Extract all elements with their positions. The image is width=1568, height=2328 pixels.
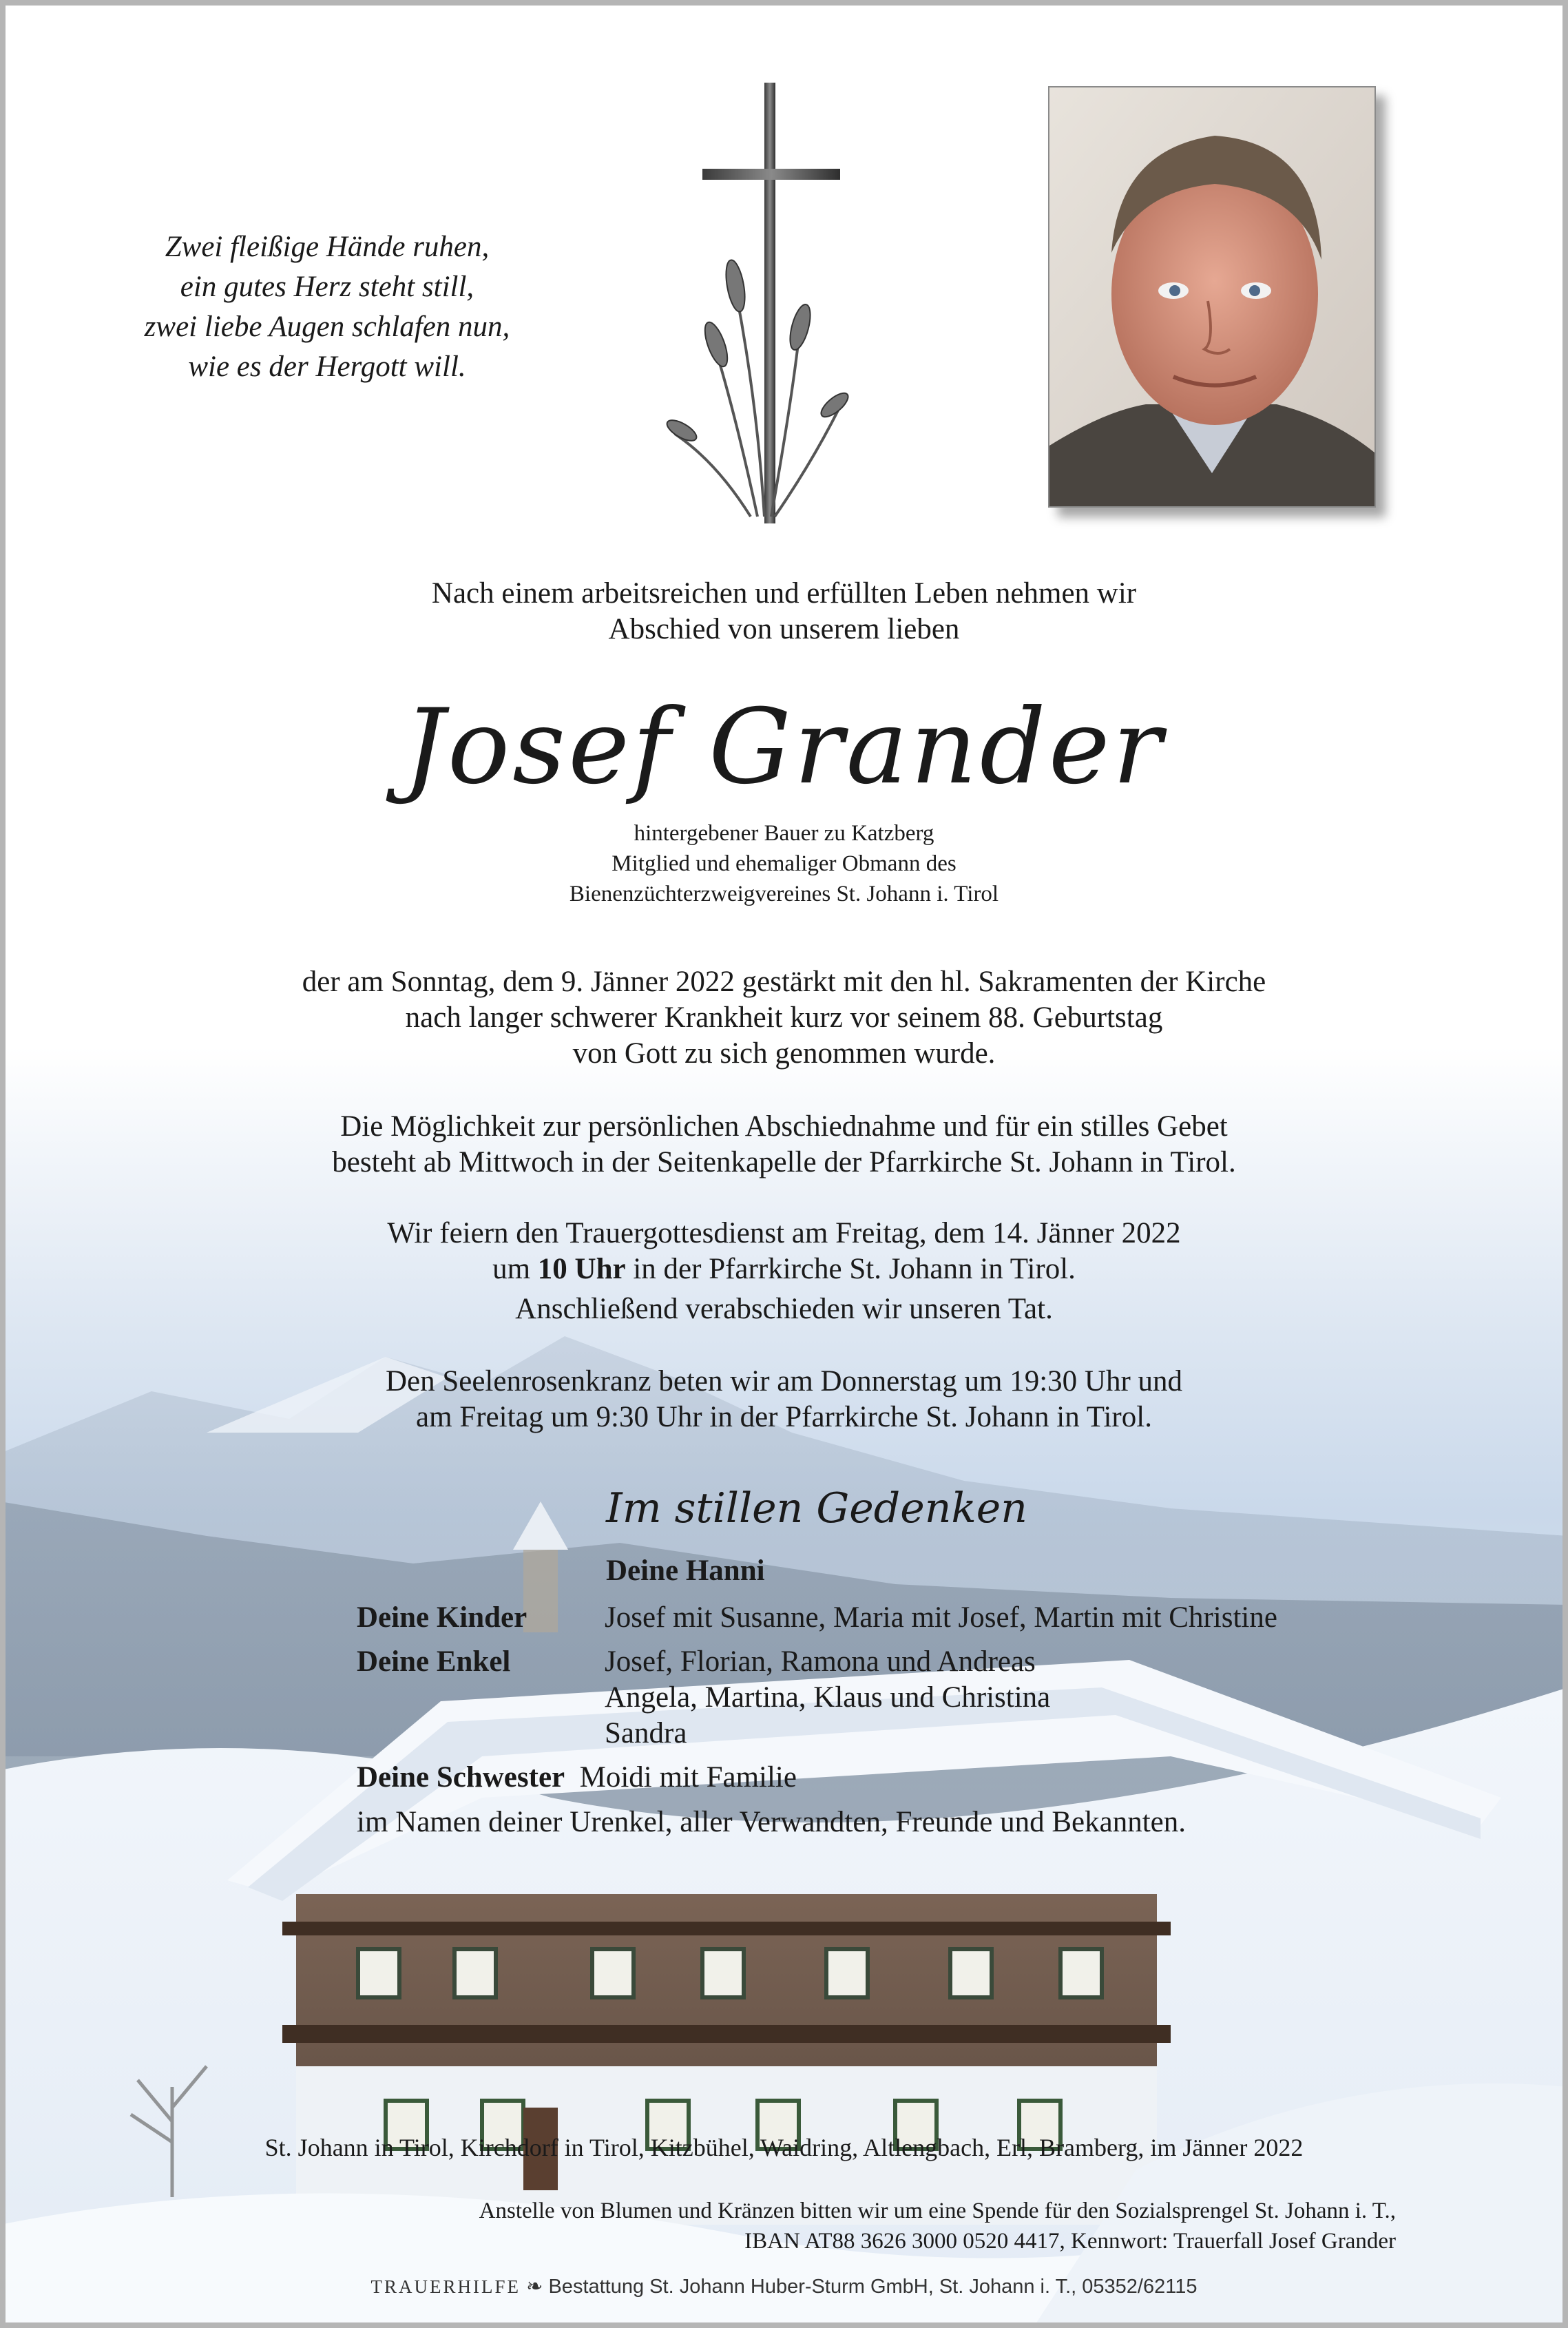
sister-names: Moidi mit Familie: [579, 1761, 797, 1794]
mass-line-post: in der Pfarrkirche St. Johann in Tirol.: [625, 1253, 1076, 1285]
grandchildren-line: Angela, Martina, Klaus und Christina: [605, 1681, 1051, 1714]
deceased-name: Josef Grander: [403, 687, 1165, 807]
rosary-line: Den Seelenrosenkranz beten wir am Donnerstag um 19:30 Uhr und: [385, 1365, 1183, 1397]
place-date: St. Johann in Tirol, Kirchdorf in Tirol, Kitzbühel, Waidring, Altlengbach, Erl, Bramberg, im Jänner 2022: [264, 2134, 1304, 2161]
donation-line: Anstelle von Blumen und Kränzen bitten wir um eine Spende für den Sozialsprengel St. Johann i. T.,: [479, 2199, 1396, 2223]
closing-line: im Namen deiner Urenkel, aller Verwandten, Freunde und Bekannten.: [357, 1806, 1186, 1838]
poem-line: wie es der Hergott will.: [188, 351, 466, 383]
subtitle-line: Bienenzüchterzweigvereines St. Johann i. Tirol: [569, 882, 999, 906]
mass-time: 10 Uhr: [537, 1253, 626, 1285]
deceased-subtitle: [0, 818, 1568, 909]
grandchildren-line: Sandra: [605, 1717, 687, 1749]
funeral-home-footer: [0, 2273, 1568, 2300]
footer-brand: TRAUERHILFE: [370, 2276, 521, 2297]
grandchildren-line: Josef, Florian, Ramona und Andreas: [605, 1645, 1036, 1678]
footer-company: Bestattung St. Johann Huber-Sturm GmbH, St. Johann i. T., 05352/62115: [548, 2276, 1198, 2298]
rosary-line: am Freitag um 9:30 Uhr in der Pfarrkirche St. Johann in Tirol.: [416, 1401, 1152, 1433]
poem-line: Zwei fleißige Hände ruhen,: [165, 231, 490, 263]
mass-line-pre: um: [492, 1253, 538, 1285]
portrait-photo: [1048, 86, 1376, 508]
funeral-mass-notice: [0, 1216, 1568, 1327]
death-notice: [0, 964, 1568, 1072]
intro-line: Nach einem arbeitsreichen und erfüllten Leben nehmen wir: [431, 577, 1137, 610]
sister-row: [357, 1760, 797, 1796]
death-line: von Gott zu sich genommen wurde.: [572, 1037, 996, 1070]
poem: [103, 227, 551, 387]
donation-notice: [479, 2196, 1396, 2256]
death-line: nach langer schwerer Krankheit kurz vor seinem 88. Geburtstag: [405, 1001, 1163, 1034]
leaf-icon: ❧: [526, 2276, 543, 2298]
donation-line: IBAN AT88 3626 3000 0520 4417, Kennwort: Trauerfall Josef Grander: [744, 2229, 1396, 2254]
intro-text: [0, 576, 1568, 647]
poem-line: zwei liebe Augen schlafen nun,: [144, 311, 510, 343]
sister-label: Deine Schwester: [357, 1761, 565, 1794]
death-line: der am Sonntag, dem 9. Jänner 2022 gestärkt mit den hl. Sakramenten der Kirche: [302, 966, 1266, 998]
memory-heading: Im stillen Gedenken: [606, 1484, 1027, 1532]
viewing-line: besteht ab Mittwoch in der Seitenkapelle der Pfarrkirche St. Johann in Tirol.: [332, 1146, 1236, 1178]
mass-line: [0, 1251, 1568, 1287]
grandchildren-names: [605, 1644, 1050, 1752]
children-names: Josef mit Susanne, Maria mit Josef, Martin mit Christine: [605, 1601, 1277, 1634]
mass-line: Wir feiern den Trauergottesdienst am Freitag, dem 14. Jänner 2022: [387, 1217, 1181, 1249]
grandchildren-label: Deine Enkel: [357, 1645, 511, 1678]
mass-line: Anschließend verabschieden wir unseren Tat.: [515, 1293, 1053, 1325]
cross-with-wheat-icon: [654, 76, 854, 530]
subtitle-line: Mitglied und ehemaliger Obmann des: [611, 851, 957, 876]
viewing-notice: [0, 1109, 1568, 1181]
viewing-line: Die Möglichkeit zur persönlichen Abschiednahme und für ein stilles Gebet: [340, 1110, 1228, 1143]
subtitle-line: hintergebener Bauer zu Katzberg: [634, 821, 934, 846]
rosary-notice: [0, 1364, 1568, 1435]
poem-line: ein gutes Herz steht still,: [180, 271, 474, 303]
spouse-name: Deine Hanni: [606, 1555, 765, 1587]
children-label: Deine Kinder: [357, 1601, 527, 1634]
intro-line: Abschied von unserem lieben: [608, 613, 960, 645]
